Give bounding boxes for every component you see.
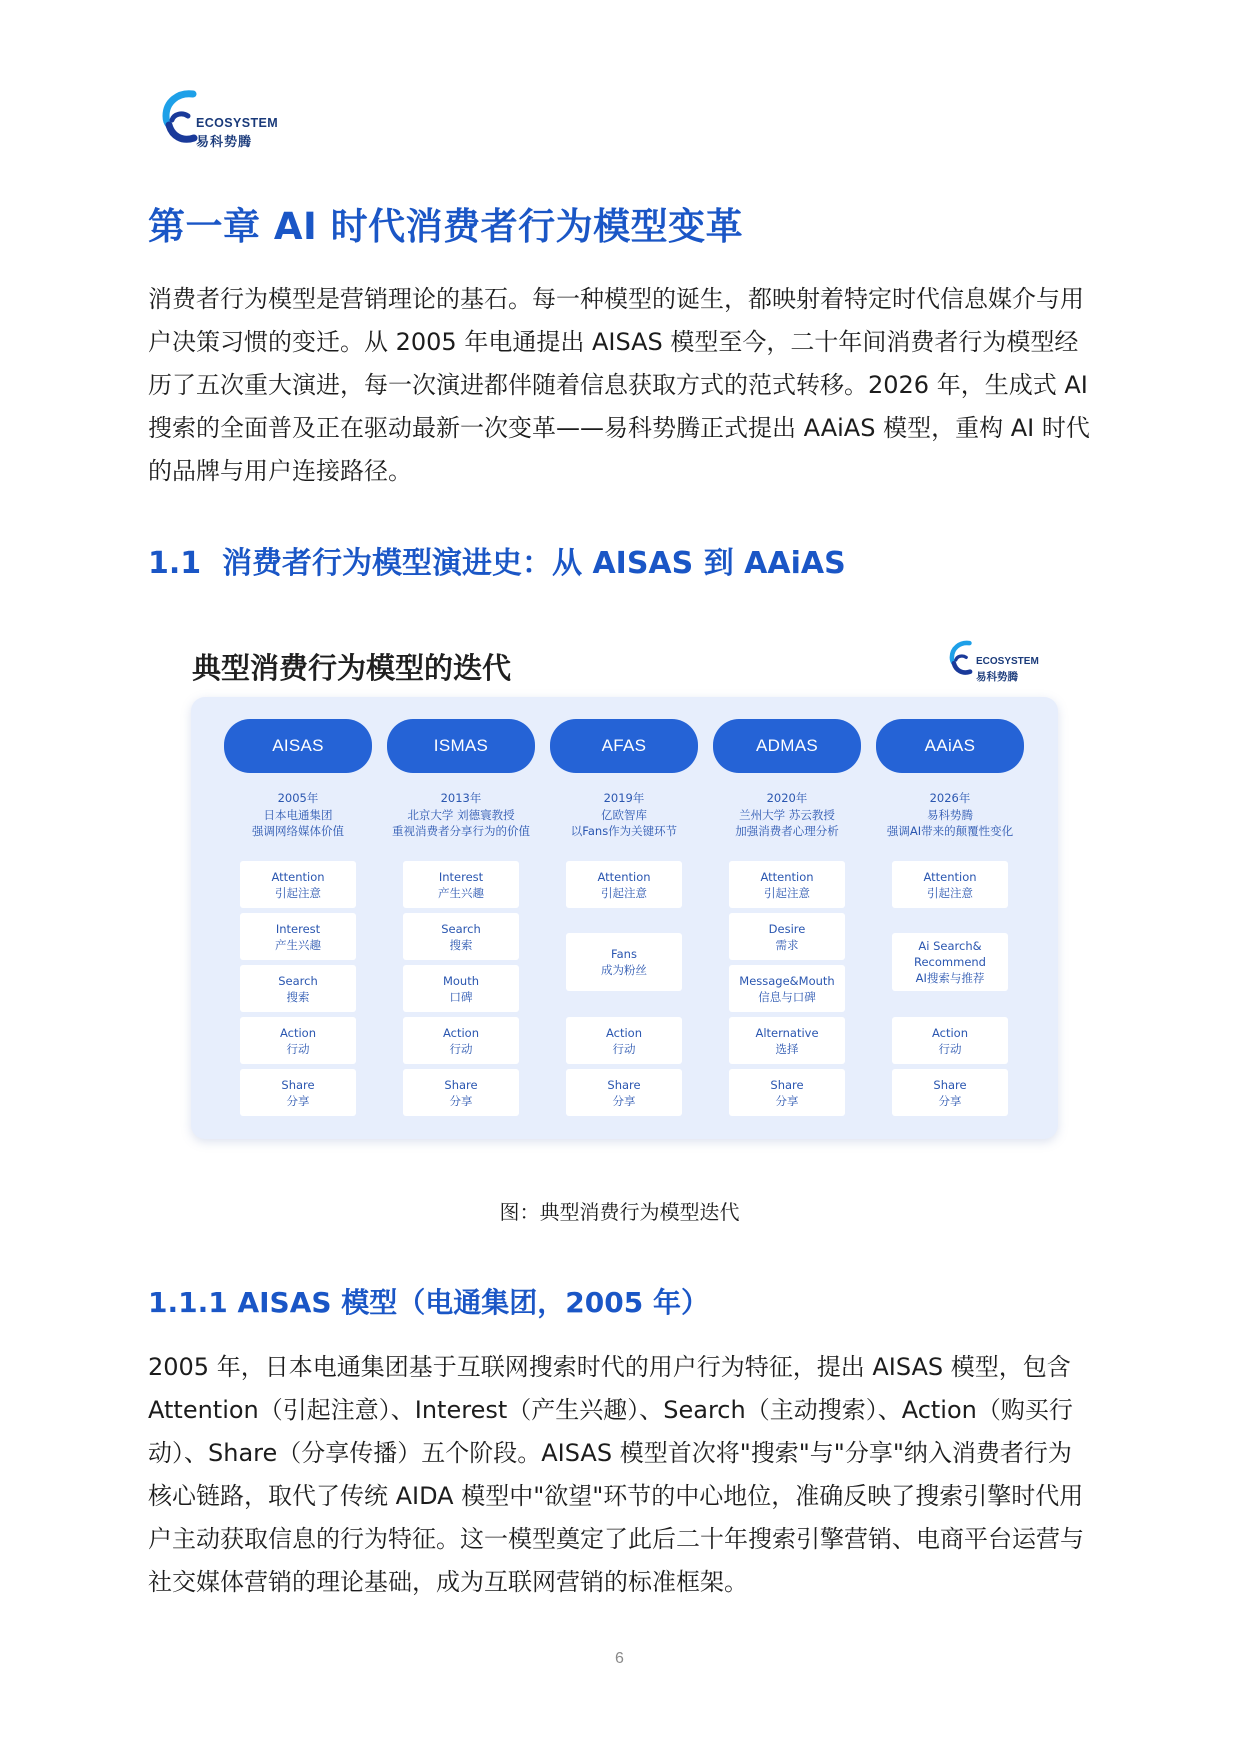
step-label-cn: 选择 bbox=[775, 1041, 799, 1056]
model-column-0 bbox=[223, 697, 373, 1139]
step-label-en: Mouth bbox=[442, 973, 480, 988]
step-label-en: Fans bbox=[611, 947, 637, 961]
section-number: 1.1 bbox=[148, 546, 202, 581]
model-description bbox=[865, 790, 1035, 840]
model-step-box bbox=[240, 965, 356, 1012]
step-label-en: Share bbox=[770, 1077, 804, 1092]
model-step-box bbox=[403, 861, 519, 908]
model-step-box bbox=[566, 1017, 682, 1064]
step-label-en: Message&Mouth bbox=[739, 973, 835, 988]
step-label-cn: 引起注意 bbox=[275, 885, 321, 900]
model-description-line: 2013年 bbox=[440, 791, 482, 805]
model-description-line: 日本电通集团 bbox=[263, 807, 333, 822]
figure-logo-text-en: ECOSYSTEM bbox=[976, 656, 1039, 667]
figure-title: 典型消费行为模型的迭代 bbox=[192, 651, 512, 685]
step-label-en: Share bbox=[607, 1077, 641, 1092]
step-label-en: Interest bbox=[275, 921, 321, 936]
model-step-box bbox=[240, 913, 356, 960]
step-label-en: Share bbox=[281, 1077, 315, 1092]
step-label-cn: 行动 bbox=[449, 1041, 473, 1056]
figure-logo bbox=[948, 638, 1058, 684]
step-label-cn: 信息与口碑 bbox=[758, 989, 816, 1004]
step-label-cn: AI搜索与推荐 bbox=[915, 971, 985, 985]
aisas-paragraph: 2005 年，日本电通集团基于互联网搜索时代的用户行为特征，提出 AISAS 模型，包含 Attention（引起注意）、Interest（产生兴趣）、Search（主动搜索）、Action（购买行动）、Share（分享传播）五个阶段。AISAS 模型首次将"搜索"与"分享"纳入消费者行为核心链路，取代了传统 AIDA 模型中"欲望"环节的中心地位，准确反映了搜索引擎时代用户主动获取信息的行为特征。这一模型奠定了此后二十年搜索引擎营销、电商平台运营与社交媒体营销的理论基础，成为互联网营销的标准框架。 bbox=[148, 1353, 1084, 1596]
step-label-cn: 搜索 bbox=[449, 937, 473, 952]
model-step-box bbox=[403, 913, 519, 960]
step-label-cn: 成为粉丝 bbox=[601, 963, 647, 977]
logo-text-cn: 易科势腾 bbox=[196, 135, 253, 150]
model-description-line: 2020年 bbox=[766, 791, 808, 805]
model-step-box bbox=[403, 1017, 519, 1064]
step-label-cn: 引起注意 bbox=[927, 885, 973, 900]
step-label-en: Interest bbox=[438, 869, 484, 884]
step-label-cn: 行动 bbox=[612, 1041, 636, 1056]
subsection-title: 1.1.1 AISAS 模型（电通集团，2005 年） bbox=[148, 1286, 709, 1319]
intro-paragraph: 消费者行为模型是营销理论的基石。每一种模型的诞生，都映射着特定时代信息媒介与用户决策习惯的变迁。从 2005 年电通提出 AISAS 模型至今，二十年间消费者行为模型经历了五次重大演进，每一次演进都伴随着信息获取方式的范式转移。2026 年，生成式 AI 搜索的全面普及正在驱动最新一次变革——易科势腾正式提出 AAiAS 模型，重构 AI 时代的品牌与用户连接路径。 bbox=[148, 285, 1090, 485]
model-step-box bbox=[403, 1069, 519, 1116]
step-label-cn: 分享 bbox=[775, 1093, 799, 1108]
model-name-pill: ADMAS bbox=[713, 719, 861, 773]
step-label-en: Alternative bbox=[755, 1025, 819, 1040]
step-label-cn: 行动 bbox=[286, 1041, 310, 1056]
model-step-box bbox=[566, 933, 682, 991]
step-label-cn: 分享 bbox=[286, 1093, 310, 1108]
model-description bbox=[376, 790, 546, 840]
step-label-cn: 产生兴趣 bbox=[275, 937, 321, 952]
step-label-en: Action bbox=[931, 1025, 969, 1040]
section-title: 消费者行为模型演进史：从 AISAS 到 AAiAS bbox=[222, 546, 846, 581]
section-heading bbox=[148, 538, 846, 582]
figure-logo-text-cn: 易科势腾 bbox=[976, 671, 1018, 683]
model-description-line: 加强消费者心理分析 bbox=[735, 824, 839, 838]
ecosystem-logo bbox=[160, 90, 300, 152]
step-label-en: Attention bbox=[597, 869, 651, 884]
step-label-en: Share bbox=[933, 1077, 967, 1092]
model-description-line: 亿欧智库 bbox=[601, 807, 647, 822]
page-number: 6 bbox=[615, 1650, 624, 1667]
step-label-en: Search bbox=[441, 921, 481, 936]
model-description-line: 北京大学 刘德寰教授 bbox=[407, 807, 515, 822]
model-description-line: 重视消费者分享行为的价值 bbox=[392, 824, 530, 838]
model-name-pill: AISAS bbox=[224, 719, 372, 773]
step-label-cn: 分享 bbox=[449, 1093, 473, 1108]
model-name-pill: AAiAS bbox=[876, 719, 1024, 773]
logo-text-en: ECOSYSTEM bbox=[196, 116, 279, 130]
step-label-en: Attention bbox=[760, 869, 814, 884]
model-step-box bbox=[892, 861, 1008, 908]
model-column-3 bbox=[712, 697, 862, 1139]
model-description-line: 强调网络媒体价值 bbox=[252, 824, 344, 838]
model-step-box bbox=[240, 861, 356, 908]
model-description-line: 2019年 bbox=[603, 791, 645, 805]
step-label-en: Action bbox=[442, 1025, 480, 1040]
step-label-cn: 需求 bbox=[775, 937, 799, 952]
step-label-cn: 引起注意 bbox=[764, 885, 810, 900]
model-step-box bbox=[403, 965, 519, 1012]
step-label-en: Ai Search& bbox=[918, 939, 982, 953]
figure-caption: 图：典型消费行为模型迭代 bbox=[499, 1200, 740, 1224]
model-column-4 bbox=[875, 697, 1025, 1139]
model-step-box bbox=[240, 1017, 356, 1064]
model-step-box bbox=[892, 933, 1008, 991]
step-label-en: Attention bbox=[923, 869, 977, 884]
model-description-line: 以Fans作为关键环节 bbox=[570, 824, 678, 838]
step-label-en: Action bbox=[279, 1025, 317, 1040]
model-description bbox=[539, 790, 709, 840]
model-step-box bbox=[729, 861, 845, 908]
model-description bbox=[213, 790, 383, 840]
model-name-pill: ISMAS bbox=[387, 719, 535, 773]
model-step-box bbox=[892, 1017, 1008, 1064]
model-step-box bbox=[729, 913, 845, 960]
model-step-box bbox=[729, 1017, 845, 1064]
step-label-en: Attention bbox=[271, 869, 325, 884]
logo-mark-icon bbox=[160, 90, 200, 150]
model-diagram bbox=[191, 697, 1058, 1139]
model-step-box bbox=[892, 1069, 1008, 1116]
model-description bbox=[702, 790, 872, 840]
model-column-2 bbox=[549, 697, 699, 1139]
step-label-cn: 分享 bbox=[612, 1093, 636, 1108]
model-description-line: 易科势腾 bbox=[927, 807, 973, 822]
step-label-cn: 产生兴趣 bbox=[438, 885, 484, 900]
step-label-cn: 搜索 bbox=[286, 989, 310, 1004]
model-step-box bbox=[729, 1069, 845, 1116]
step-label-en-line2: Recommend bbox=[914, 955, 986, 969]
model-column-1 bbox=[386, 697, 536, 1139]
model-description-line: 2026年 bbox=[929, 791, 971, 805]
step-label-en: Search bbox=[278, 973, 318, 988]
step-label-cn: 分享 bbox=[938, 1093, 962, 1108]
model-description-line: 2005年 bbox=[277, 791, 319, 805]
model-description-line: 强调AI带来的颠覆性变化 bbox=[886, 824, 1014, 838]
model-description-line: 兰州大学 苏云教授 bbox=[739, 807, 835, 822]
step-label-cn: 引起注意 bbox=[601, 885, 647, 900]
model-step-box bbox=[566, 1069, 682, 1116]
step-label-en: Action bbox=[605, 1025, 643, 1040]
chapter-title: 第一章 AI 时代消费者行为模型变革 bbox=[148, 205, 744, 248]
model-step-box bbox=[240, 1069, 356, 1116]
model-name-pill: AFAS bbox=[550, 719, 698, 773]
model-step-box bbox=[729, 965, 845, 1012]
model-step-box bbox=[566, 861, 682, 908]
step-label-en: Share bbox=[444, 1077, 478, 1092]
step-label-cn: 口碑 bbox=[449, 989, 473, 1004]
step-label-cn: 行动 bbox=[938, 1041, 962, 1056]
step-label-en: Desire bbox=[768, 921, 806, 936]
figure-logo-mark-icon bbox=[948, 638, 974, 682]
